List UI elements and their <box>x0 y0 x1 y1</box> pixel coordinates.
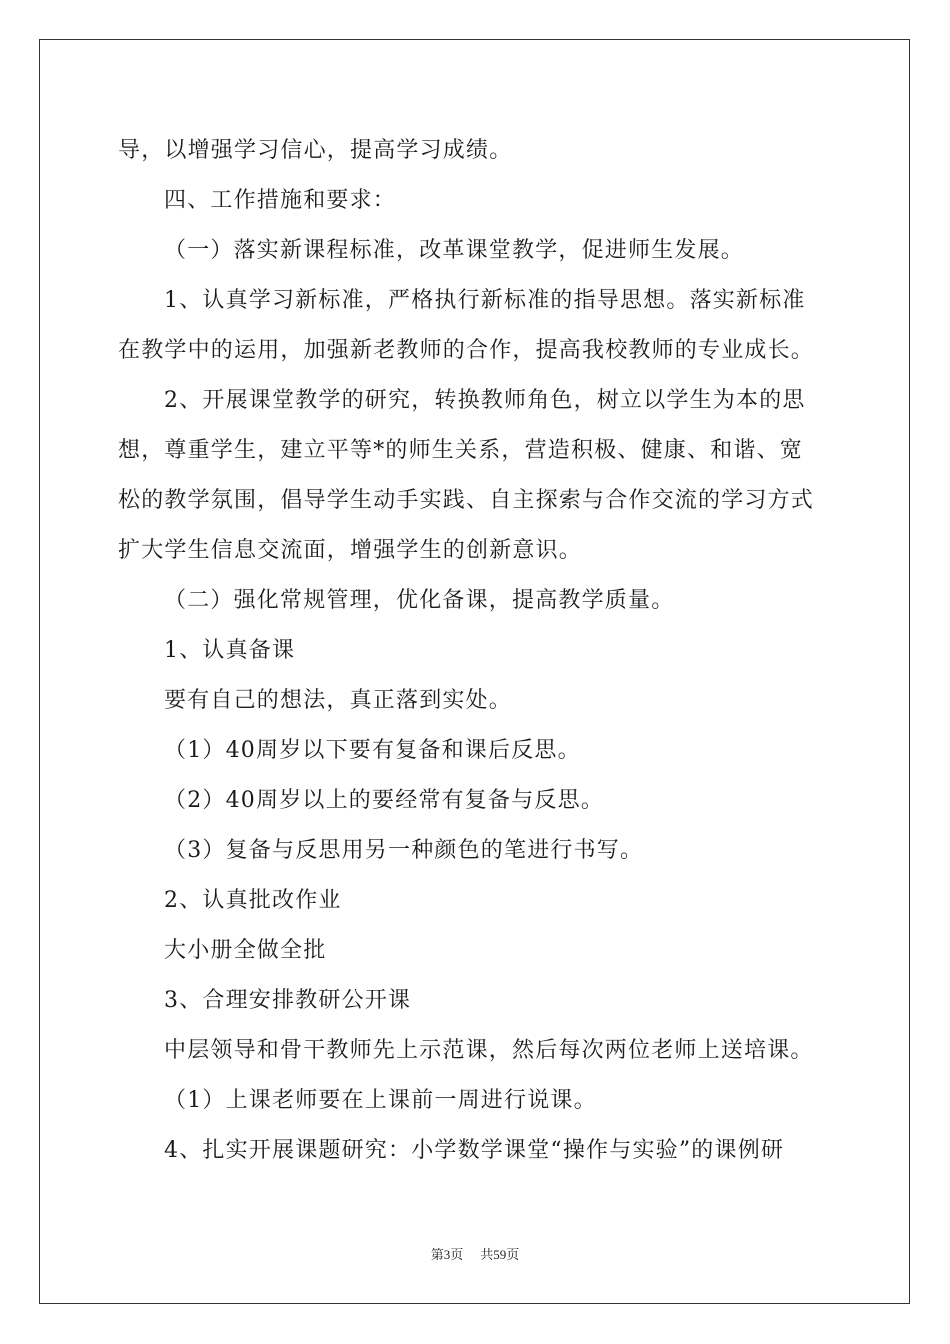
text-line: 要有自己的想法，真正落到实处。 <box>164 688 513 713</box>
text-line: 中层领导和骨干教师先上示范课，然后每次两位老师上送培课。 <box>164 1038 814 1063</box>
text-line: 大小册全做全批 <box>164 938 327 963</box>
text-line: 松的教学氛围，倡导学生动手实践、自主探索与合作交流的学习方式 <box>118 488 815 513</box>
text-line: 3、合理安排教研公开课 <box>164 988 412 1013</box>
text-line: （2）40周岁以上的要经常有复备与反思。 <box>164 788 604 813</box>
text-line: 在教学中的运用，加强新老教师的合作，提高我校教师的专业成长。 <box>118 338 815 363</box>
text-line: 2、开展课堂教学的研究，转换教师角色，树立以学生为本的思 <box>164 388 806 413</box>
text-line: 2、认真批改作业 <box>164 888 342 913</box>
text-line: 四、工作措施和要求： <box>164 188 397 213</box>
text-line: 导，以增强学习信心，提高学习成绩。 <box>118 138 513 163</box>
text-line: （1）上课老师要在上课前一周进行说课。 <box>164 1088 597 1113</box>
page-footer <box>0 1244 950 1263</box>
page-number: 第3页 <box>430 1247 464 1262</box>
text-line: 1、认真学习新标准，严格执行新标准的指导思想。落实新标准 <box>164 288 806 313</box>
text-line: 1、认真备课 <box>164 638 296 663</box>
text-line: （二）强化常规管理，优化备课，提高教学质量。 <box>164 588 675 613</box>
total-pages: 共59页 <box>480 1247 520 1262</box>
document-body <box>118 126 838 1176</box>
text-line: （1）40周岁以下要有复备和课后反思。 <box>164 738 581 763</box>
text-line: 想，尊重学生，建立平等*的师生关系，营造积极、健康、和谐、宽 <box>118 438 804 463</box>
text-line: 扩大学生信息交流面，增强学生的创新意识。 <box>118 538 583 563</box>
text-line: （3）复备与反思用另一种颜色的笔进行书写。 <box>164 838 644 863</box>
text-line: 4、扎实开展课题研究：小学数学课堂“操作与实验”的课例研 <box>164 1138 785 1163</box>
text-line: （一）落实新课程标准，改革课堂教学，促进师生发展。 <box>164 238 745 263</box>
